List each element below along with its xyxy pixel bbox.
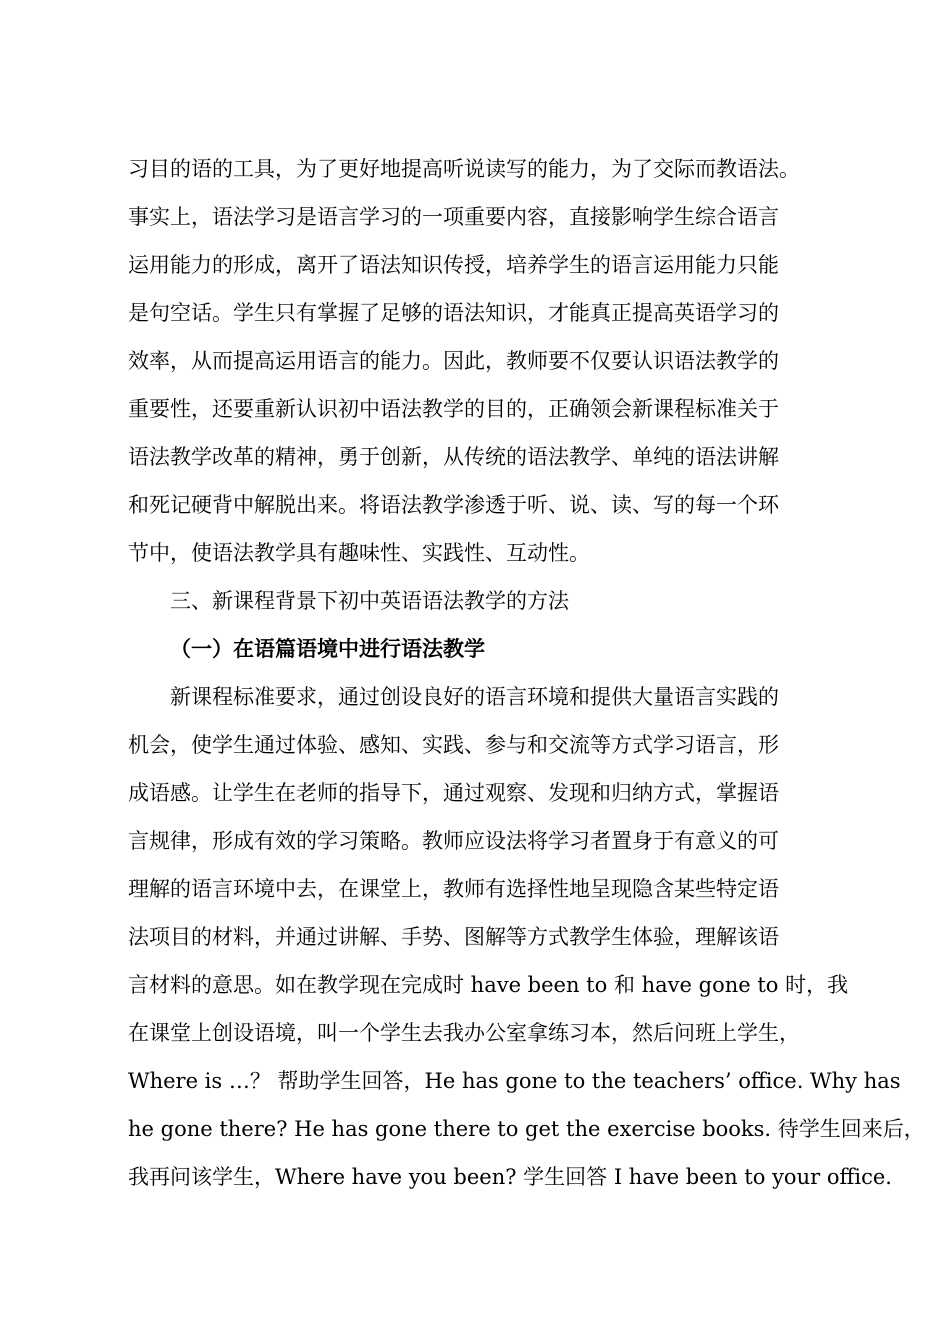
- paragraph-line: 事实上，语法学习是语言学习的一项重要内容，直接影响学生综合语言: [128, 205, 779, 229]
- paragraph-line: 习目的语的工具，为了更好地提高听说读写的能力，为了交际而教语法。: [128, 157, 800, 181]
- section-title: 三、新课程背景下初中英语语法教学的方法: [170, 589, 569, 613]
- paragraph-line: 言规律，形成有效的学习策略。教师应设法将学习者置身于有意义的可: [128, 829, 779, 853]
- paragraph-line: 在课堂上创设语境，叫一个学生去我办公室拿练习本，然后问班上学生，: [128, 1021, 800, 1045]
- paragraph-line: 我再问该学生，Where have you been? 学生回答 I have been to your office.: [128, 1165, 892, 1189]
- subsection-title: （一）在语篇语境中进行语法教学: [170, 637, 485, 661]
- paragraph-line: 成语感。让学生在老师的指导下，通过观察、发现和归纳方式，掌握语: [128, 781, 779, 805]
- paragraph-line: 机会，使学生通过体验、感知、实践、参与和交流等方式学习语言，形: [128, 733, 779, 757]
- paragraph-line: Where is …？ 帮助学生回答，He has gone to the teachers’ office. Why has: [128, 1069, 901, 1093]
- paragraph-line: 语法教学改革的精神，勇于创新，从传统的语法教学、单纯的语法讲解: [128, 445, 779, 469]
- paragraph-line: 运用能力的形成，离开了语法知识传授，培养学生的语言运用能力只能: [128, 253, 779, 277]
- paragraph-line: he gone there? He has gone there to get the exercise books. 待学生回来后，: [128, 1117, 925, 1141]
- paragraph-line: 言材料的意思。如在教学现在完成时 have been to 和 have gone to 时，我: [128, 973, 849, 997]
- paragraph-line: 节中，使语法教学具有趣味性、实践性、互动性。: [128, 541, 590, 565]
- paragraph-line: 新课程标准要求，通过创设良好的语言环境和提供大量语言实践的: [170, 685, 779, 709]
- paragraph-line: 是句空话。学生只有掌握了足够的语法知识，才能真正提高英语学习的: [128, 301, 779, 325]
- paragraph-line: 重要性，还要重新认识初中语法教学的目的，正确领会新课程标准关于: [128, 397, 779, 421]
- paragraph-line: 效率，从而提高运用语言的能力。因此，教师要不仅要认识语法教学的: [128, 349, 779, 373]
- paragraph-line: 理解的语言环境中去，在课堂上，教师有选择性地呈现隐含某些特定语: [128, 877, 779, 901]
- paragraph-line: 法项目的材料，并通过讲解、手势、图解等方式教学生体验，理解该语: [128, 925, 779, 949]
- paragraph-line: 和死记硬背中解脱出来。将语法教学渗透于听、说、读、写的每一个环: [128, 493, 779, 517]
